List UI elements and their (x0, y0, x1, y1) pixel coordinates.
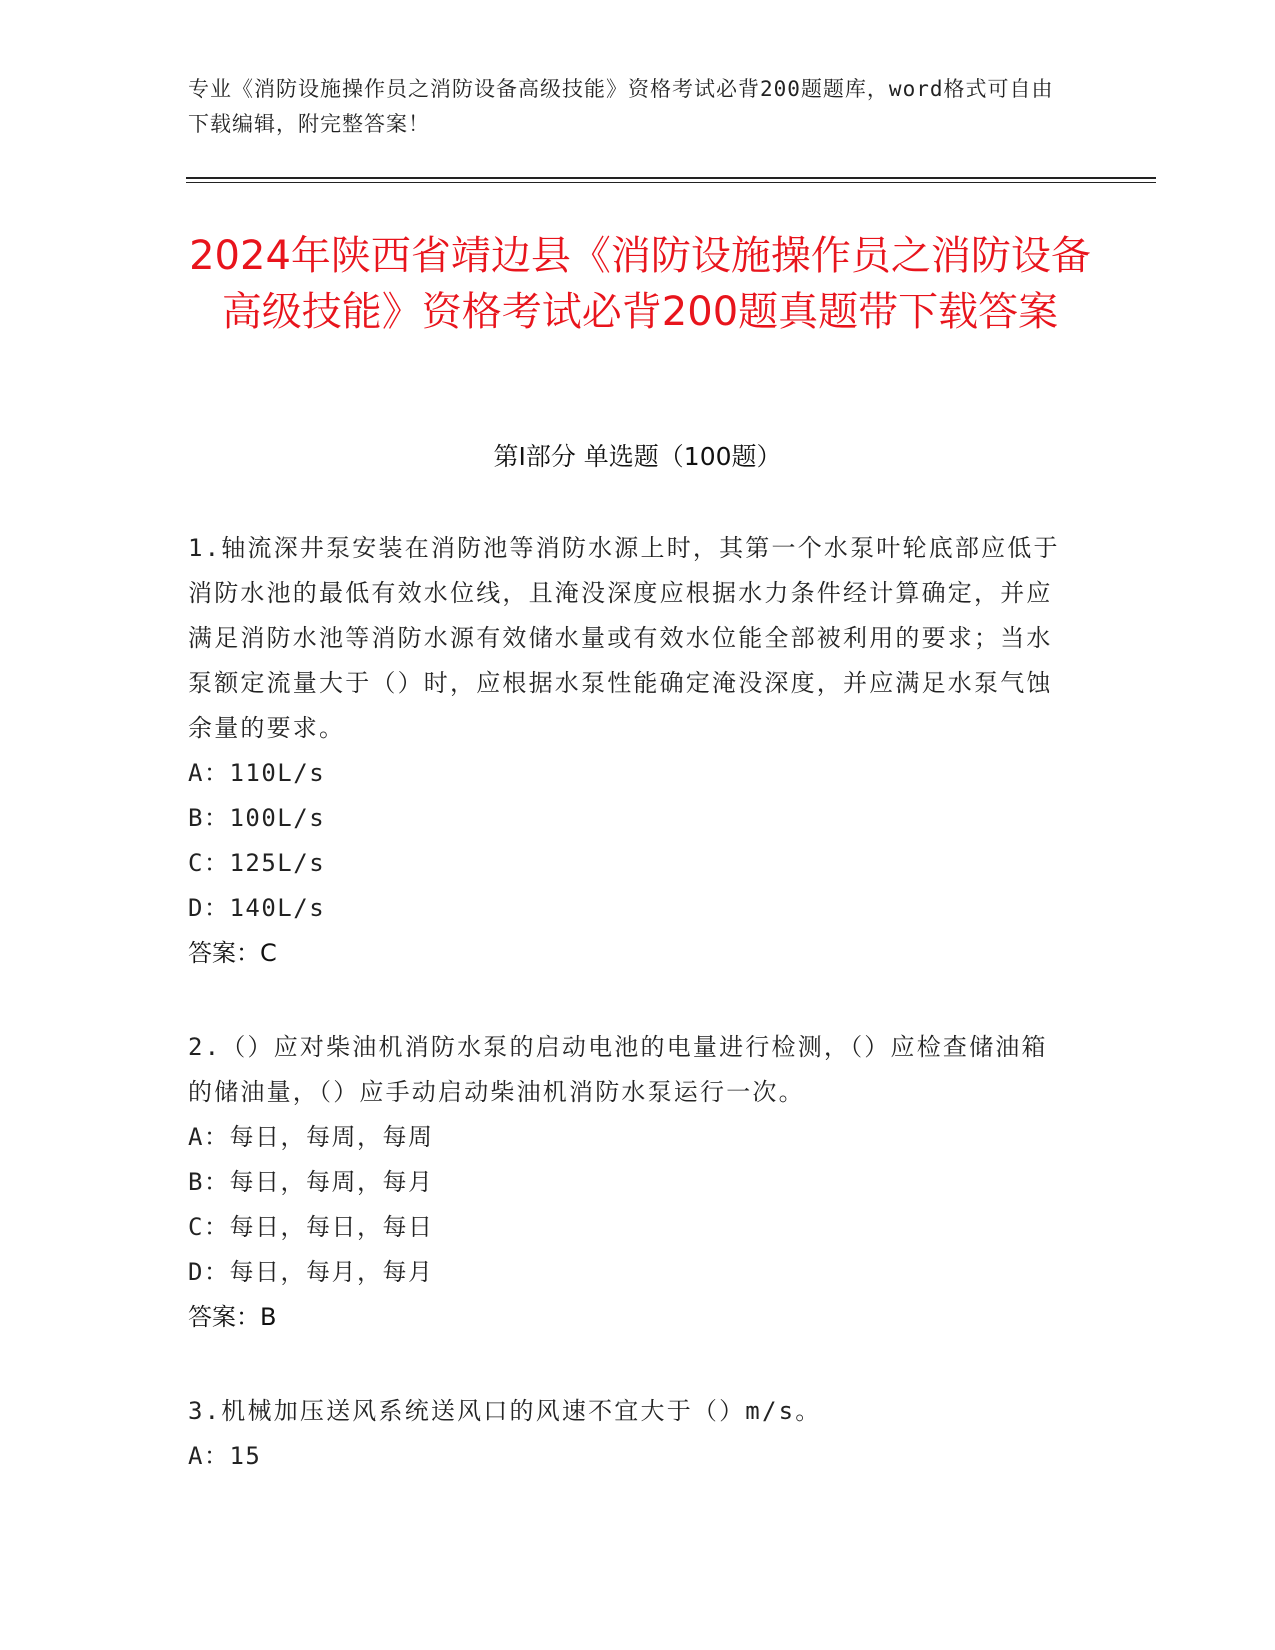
question-2 (188, 1025, 1068, 1340)
option-d: D：140L/s (188, 894, 326, 922)
question-stem: 1.轴流深井泵安装在消防池等消防水源上时，其第一个水泵叶轮底部应低于消防水池的最低有效水位线，且淹没深度应根据水力条件经计算确定，并应满足消防水池等消防水源有效储水量或有效水位能全部被利用的要求；当水泵额定流量大于（）时，应根据水泵性能确定淹没深度，并应满足水泵气蚀余量的要求。 (188, 534, 1060, 742)
option-b: B：100L/s (188, 804, 326, 832)
header-divider-thin (186, 182, 1156, 183)
option-d: D：每日，每月，每月 (188, 1258, 434, 1286)
question-stem: 3.机械加压送风系统送风口的风速不宜大于（）m/s。 (188, 1397, 822, 1425)
option-c: C：125L/s (188, 849, 326, 877)
answer-line: 答案：C (188, 939, 277, 967)
section-heading: 第Ⅰ部分 单选题（100题） (493, 442, 782, 471)
question-3 (188, 1389, 1068, 1479)
option-a: A：110L/s (188, 759, 326, 787)
header-divider-thick (186, 177, 1156, 179)
question-1 (188, 526, 1068, 976)
header-note: 专业《消防设施操作员之消防设备高级技能》资格考试必背200题题库，word格式可自由下载编辑，附完整答案！ (188, 77, 1054, 136)
question-list (188, 526, 1068, 1528)
option-a: A：15 (188, 1442, 262, 1470)
option-c: C：每日，每日，每日 (188, 1213, 434, 1241)
document-title: 2024年陕西省靖边县《消防设施操作员之消防设备高级技能》资格考试必背200题真题带下载答案 (189, 233, 1091, 335)
answer-line: 答案：B (188, 1303, 277, 1331)
question-stem: 2.（）应对柴油机消防水泵的启动电池的电量进行检测，（）应检查储油箱的储油量，（）应手动启动柴油机消防水泵运行一次。 (188, 1033, 1048, 1106)
option-a: A：每日，每周，每周 (188, 1123, 434, 1151)
option-b: B：每日，每周，每月 (188, 1168, 434, 1196)
